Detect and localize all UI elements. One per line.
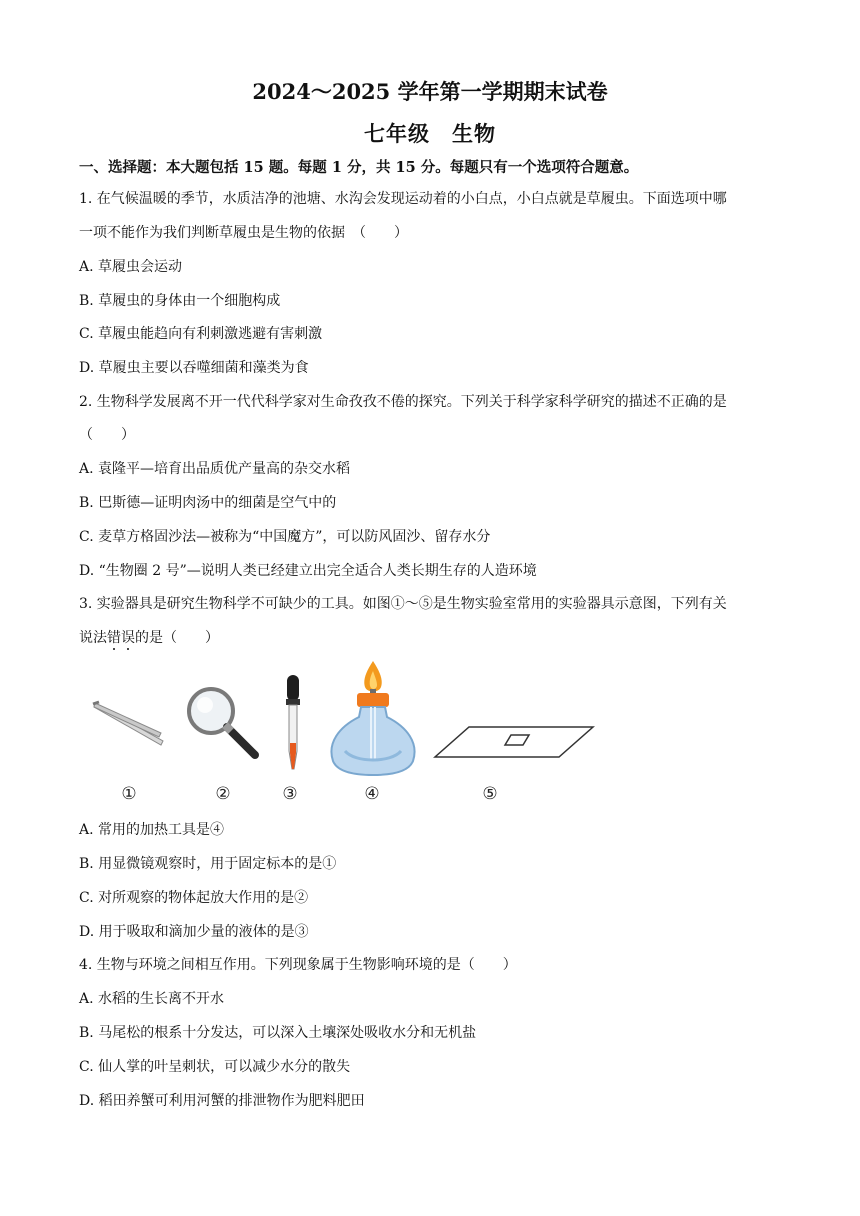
- figure-label-1: ①: [121, 784, 137, 804]
- question-4-option-a: A. 水稻的生长离不开水: [79, 991, 225, 1007]
- glass-slide-icon: [433, 725, 595, 759]
- magnifying-glass-icon: [181, 683, 261, 763]
- tweezers-icon: [91, 695, 167, 755]
- question-1-option-a: A. 草履虫会运动: [79, 259, 183, 275]
- question-2-option-a: A. 袁隆平—培育出品质优产量高的杂交水稻: [79, 461, 351, 477]
- exam-title: 2024～2025 学年第一学期期末试卷: [252, 79, 608, 104]
- question-4-option-c: C. 仙人掌的叶呈刺状，可以减少水分的散失: [79, 1059, 351, 1075]
- question-3-option-d: D. 用于吸取和滴加少量的液体的是③: [79, 924, 309, 940]
- question-1-stem-line-2: 一项不能作为我们判断草履虫是生物的依据 （ ）: [79, 225, 408, 241]
- section-heading: 一、选择题：本大题包括 15 题。每题 1 分，共 15 分。每题只有一个选项符合题意。: [79, 159, 639, 176]
- question-4-option-b: B. 马尾松的根系十分发达，可以深入土壤深处吸收水分和无机盐: [79, 1025, 477, 1041]
- question-3-option-b: B. 用显微镜观察时，用于固定标本的是①: [79, 856, 337, 872]
- emphasis-char: 错: [107, 630, 121, 646]
- question-3-option-c: C. 对所观察的物体起放大作用的是②: [79, 890, 309, 906]
- lab-instruments-figure: [85, 655, 605, 810]
- question-2-option-d: D. “生物圈 2 号”—说明人类已经建立出完全适合人类长期生存的人造环境: [79, 563, 537, 579]
- question-2-option-b: B. 巴斯德—证明肉汤中的细菌是空气中的: [79, 495, 337, 511]
- figure-label-3: ③: [282, 784, 298, 804]
- emphasis-word: [107, 630, 135, 646]
- question-1-stem-line-1: 1. 在气候温暖的季节，水质洁净的池塘、水沟会发现运动着的小白点，小白点就是草履虫。下面选项中哪: [79, 191, 727, 207]
- question-4-stem: 4. 生物与环境之间相互作用。下列现象属于生物影响环境的是（ ）: [79, 957, 517, 973]
- question-4-option-d: D. 稻田养蟹可利用河蟹的排泄物作为肥料肥田: [79, 1093, 365, 1109]
- question-3-stem-line-1: 3. 实验器具是研究生物科学不可缺少的工具。如图①～⑤是生物实验室常用的实验器具示意图，下列有关: [79, 596, 727, 612]
- question-3-stem-suffix: 的是（ ）: [135, 630, 219, 646]
- dropper-icon: [281, 673, 305, 777]
- question-3-stem-line-2: [79, 628, 789, 648]
- exam-subtitle: 七年级 生物: [364, 121, 496, 146]
- figure-label-4: ④: [364, 784, 380, 804]
- question-3-stem-prefix: 说法: [79, 630, 107, 646]
- alcohol-lamp-icon: [325, 659, 421, 777]
- question-2-stem-line-2: （ ）: [79, 427, 135, 443]
- figure-label-2: ②: [215, 784, 231, 804]
- question-1-option-c: C. 草履虫能趋向有利刺激逃避有害刺激: [79, 326, 323, 342]
- figure-label-5: ⑤: [482, 784, 498, 804]
- question-1-option-d: D. 草履虫主要以吞噬细菌和藻类为食: [79, 360, 309, 376]
- question-2-option-c: C. 麦草方格固沙法—被称为“中国魔方”，可以防风固沙、留存水分: [79, 529, 491, 545]
- emphasis-char: 误: [121, 630, 135, 646]
- question-1-option-b: B. 草履虫的身体由一个细胞构成: [79, 293, 281, 309]
- question-3-option-a: A. 常用的加热工具是④: [79, 822, 225, 838]
- question-2-stem-line-1: 2. 生物科学发展离不开一代代科学家对生命孜孜不倦的探究。下列关于科学家科学研究的描述不正确的是: [79, 394, 727, 410]
